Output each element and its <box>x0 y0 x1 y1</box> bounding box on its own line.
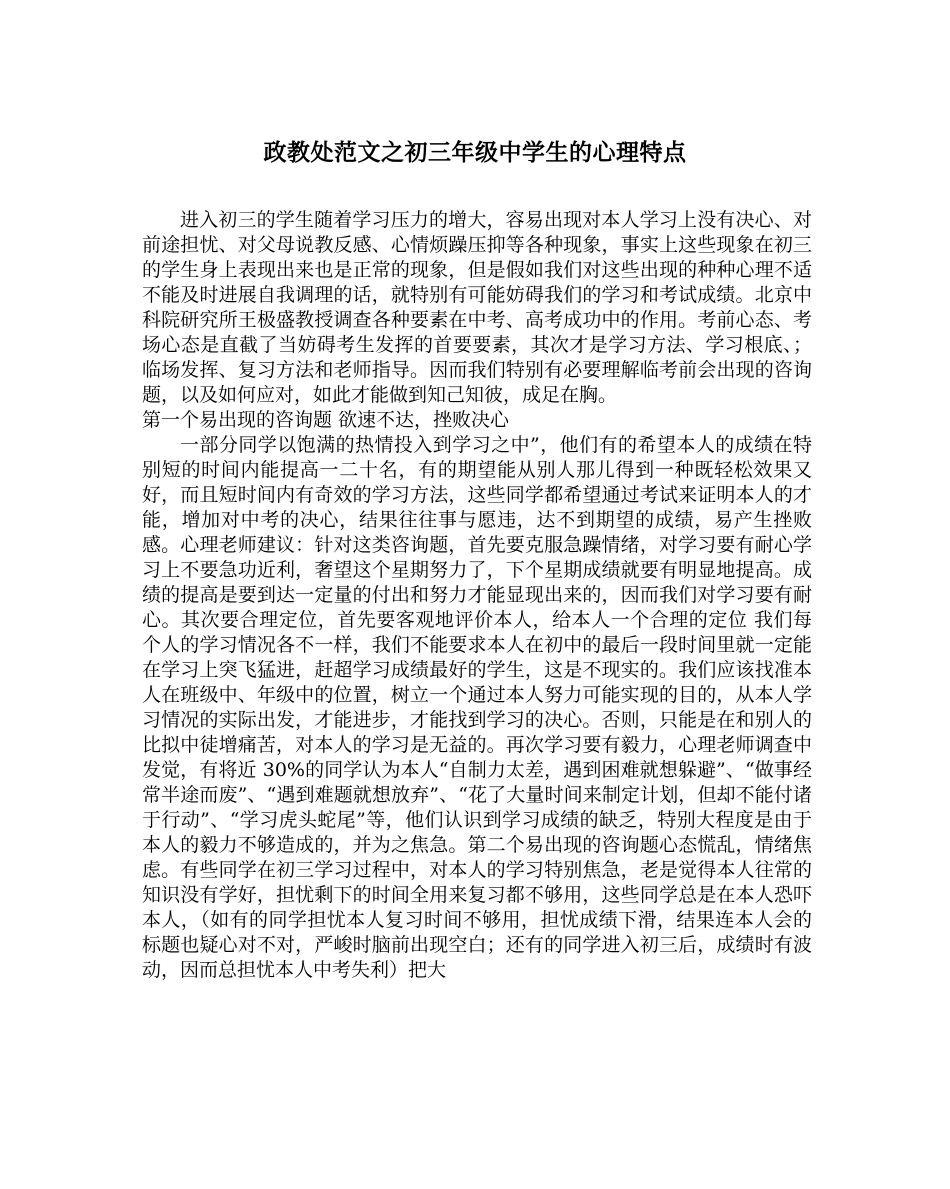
section-heading-first-issue: 第一个易出现的咨询题 欲速不达，挫败决心 <box>142 409 510 431</box>
document-title: 政教处范文之初三年级中学生的心理特点 <box>263 139 687 166</box>
document-body <box>142 208 812 983</box>
paragraph-first-issue: 一部分同学以饱满的热情投入到学习之中”，他们有的希望本人的成绩在特别短的时间内能提高一二十名，有的期望能从别人那儿得到一种既轻松效果又好，而且短时间内有奇效的学习方法，这些同学都希望通过考试来证明本人的才能，增加对中考的决心，结果往往事与愿违，达不到期望的成绩，易产生挫败感。心理老师建议：针对这类咨询题，首先要克服急躁情绪，对学习要有耐心学习上不要急功近利，奢望这个星期努力了，下个星期成绩就要有明显地提高。成绩的提高是要到达一定量的付出和努力才能显现出来的，因而我们对学习要有耐心。其次要合理定位，首先要客观地评价本人，给本人一个合理的定位 我们每个人的学习情况各不一样，我们不能要求本人在初中的最后一段时间里就一定能在学习上突飞猛进，赶超学习成绩最好的学生，这是不现实的。我们应该找准本人在班级中、年级中的位置，树立一个通过本人努力可能实现的目的，从本人学习情况的实际出发，才能进步，才能找到学习的决心。否则，只能是在和别人的比拟中徒增痛苦，对本人的学习是无益的。再次学习要有毅力，心理老师调查中发觉，有将近 30%的同学认为本人“自制力太差，遇到困难就想躲避”、“做事经常半途而废”、“遇到难题就想放弃”、“花了大量时间来制定计划，但却不能付诸于行动”、“学习虎头蛇尾”等，他们认识到学习成绩的缺乏，特别大程度是由于本人的毅力不够造成的，并为之焦急。第二个易出现的咨询题心态慌乱，情绪焦虑。有些同学在初三学习过程中，对本人的学习特别焦急，老是觉得本人往常的知识没有学好，担忧剩下的时间全用来复习都不够用，这些同学总是在本人恐吓本人，（如有的同学担忧本人复习时间不够用，担忧成绩下滑，结果连本人会的标题也疑心对不对，严峻时脑前出现空白；还有的同学进入初三后，成绩时有波动，因而总担忧本人中考失利）把大 <box>142 434 812 981</box>
paragraph-intro: 进入初三的学生随着学习压力的增大，容易出现对本人学习上没有决心、对前途担忧、对父母说教反感、心情烦躁压抑等各种现象，事实上这些现象在初三的学生身上表现出来也是正常的现象，但是假如我们对这些出现的种种心理不适不能及时进展自我调理的话，就特别有可能妨碍我们的学习和考试成绩。北京中科院研究所王极盛教授调查各种要素在中考、高考成功中的作用。考前心态、考场心态是直截了当妨碍考生发挥的首要要素，其次才是学习方法、学习根底、；临场发挥、复习方法和老师指导。因而我们特别有必要理解临考前会出现的咨询题，以及如何应对，如此才能做到知己知彼，成足在胸。 <box>142 209 812 406</box>
